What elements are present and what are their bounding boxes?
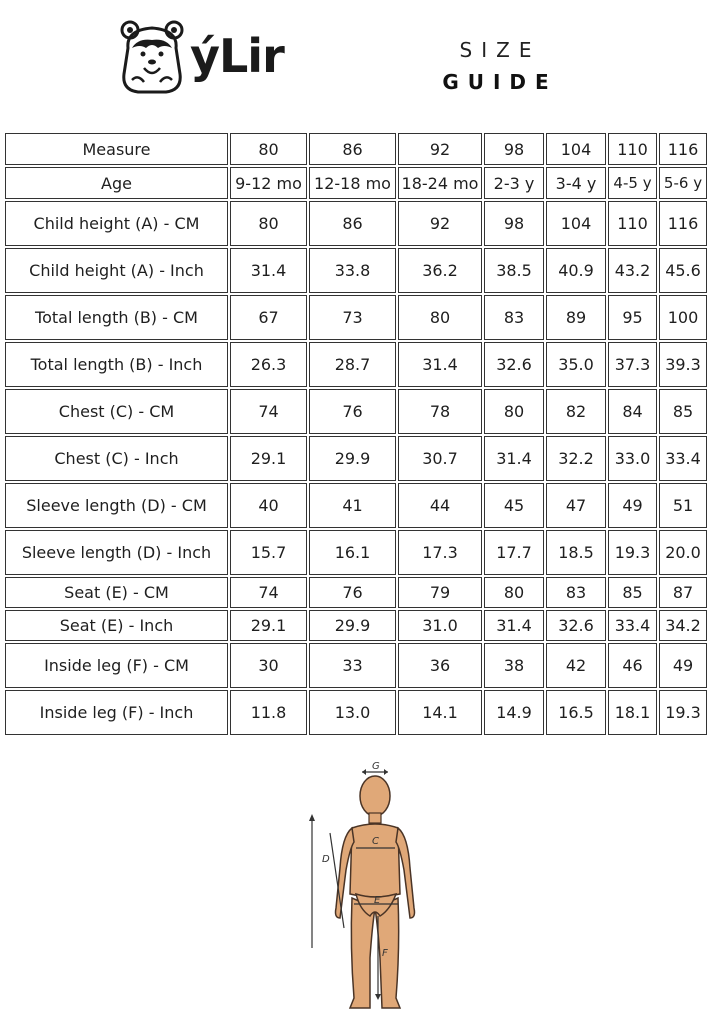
value-cell: 33.8 [309, 248, 396, 293]
value-cell: 26.3 [230, 342, 307, 387]
value-cell: 37.3 [608, 342, 657, 387]
value-cell: 76 [309, 389, 396, 434]
value-cell: 17.3 [398, 530, 482, 575]
value-cell: 45 [484, 483, 544, 528]
value-cell: 15.7 [230, 530, 307, 575]
value-cell: 40 [230, 483, 307, 528]
row-label: Total length (B) - Inch [5, 342, 228, 387]
value-cell: 29.1 [230, 610, 307, 641]
value-cell: 31.4 [398, 342, 482, 387]
value-cell: 29.1 [230, 436, 307, 481]
value-cell: 43.2 [608, 248, 657, 293]
value-cell: 110 [608, 201, 657, 246]
value-cell: 17.7 [484, 530, 544, 575]
value-cell: 51 [659, 483, 707, 528]
row-label: Sleeve length (D) - CM [5, 483, 228, 528]
row-label: Chest (C) - Inch [5, 436, 228, 481]
label-d: D [322, 854, 330, 865]
value-cell: 14.1 [398, 690, 482, 735]
value-cell: 73 [309, 295, 396, 340]
value-cell: 32.2 [546, 436, 606, 481]
value-cell: 47 [546, 483, 606, 528]
label-f: F [382, 948, 388, 959]
value-cell: 76 [309, 577, 396, 608]
value-cell: 16.1 [309, 530, 396, 575]
table-row [5, 342, 707, 387]
value-cell: 49 [608, 483, 657, 528]
value-cell: 85 [659, 389, 707, 434]
label-g: G [372, 761, 380, 772]
age-cell: 12-18 mo [309, 167, 396, 199]
value-cell: 35.0 [546, 342, 606, 387]
child-figure-illustration [300, 758, 430, 1014]
age-cell: 18-24 mo [398, 167, 482, 199]
age-cell: 3-4 y [546, 167, 606, 199]
value-cell: 82 [546, 389, 606, 434]
age-cell: 5-6 y [659, 167, 707, 199]
value-cell: 33 [309, 643, 396, 688]
row-label: Inside leg (F) - CM [5, 643, 228, 688]
value-cell: 92 [398, 201, 482, 246]
value-cell: 32.6 [484, 342, 544, 387]
age-cell: 4-5 y [608, 167, 657, 199]
value-cell: 89 [546, 295, 606, 340]
size-cell: 104 [546, 133, 606, 165]
row-label: Child height (A) - CM [5, 201, 228, 246]
table-header-row [5, 133, 707, 165]
value-cell: 84 [608, 389, 657, 434]
value-cell: 80 [398, 295, 482, 340]
size-cell: 110 [608, 133, 657, 165]
value-cell: 45.6 [659, 248, 707, 293]
value-cell: 78 [398, 389, 482, 434]
value-cell: 20.0 [659, 530, 707, 575]
value-cell: 86 [309, 201, 396, 246]
size-cell: 98 [484, 133, 544, 165]
value-cell: 83 [484, 295, 544, 340]
brand-logo [118, 18, 298, 98]
size-table [3, 131, 709, 737]
table-row [5, 436, 707, 481]
value-cell: 39.3 [659, 342, 707, 387]
value-cell: 31.4 [484, 610, 544, 641]
row-label: Total length (B) - CM [5, 295, 228, 340]
table-row [5, 295, 707, 340]
table-row [5, 643, 707, 688]
title-guide: GUIDE [442, 70, 558, 94]
value-cell: 33.4 [659, 436, 707, 481]
value-cell: 46 [608, 643, 657, 688]
value-cell: 38 [484, 643, 544, 688]
value-cell: 31.0 [398, 610, 482, 641]
title-size: SIZE [459, 38, 541, 62]
row-label: Sleeve length (D) - Inch [5, 530, 228, 575]
table-row [5, 483, 707, 528]
value-cell: 80 [484, 577, 544, 608]
bear-icon [118, 18, 190, 98]
value-cell: 36 [398, 643, 482, 688]
table-row [5, 690, 707, 735]
value-cell: 95 [608, 295, 657, 340]
value-cell: 19.3 [608, 530, 657, 575]
value-cell: 18.5 [546, 530, 606, 575]
value-cell: 31.4 [230, 248, 307, 293]
value-cell: 85 [608, 577, 657, 608]
size-cell: 116 [659, 133, 707, 165]
row-label: Seat (E) - Inch [5, 610, 228, 641]
table-age-row [5, 167, 707, 199]
value-cell: 31.4 [484, 436, 544, 481]
value-cell: 16.5 [546, 690, 606, 735]
value-cell: 29.9 [309, 610, 396, 641]
table-row [5, 201, 707, 246]
size-cell: 80 [230, 133, 307, 165]
value-cell: 42 [546, 643, 606, 688]
value-cell: 79 [398, 577, 482, 608]
table-row [5, 389, 707, 434]
value-cell: 74 [230, 577, 307, 608]
value-cell: 11.8 [230, 690, 307, 735]
row-label: Child height (A) - Inch [5, 248, 228, 293]
value-cell: 41 [309, 483, 396, 528]
value-cell: 30.7 [398, 436, 482, 481]
table-row [5, 248, 707, 293]
table-body [5, 133, 707, 735]
value-cell: 44 [398, 483, 482, 528]
size-cell: 86 [309, 133, 396, 165]
value-cell: 80 [230, 201, 307, 246]
value-cell: 100 [659, 295, 707, 340]
value-cell: 36.2 [398, 248, 482, 293]
row-label: Chest (C) - CM [5, 389, 228, 434]
value-cell: 29.9 [309, 436, 396, 481]
value-cell: 30 [230, 643, 307, 688]
table-row [5, 610, 707, 641]
value-cell: 14.9 [484, 690, 544, 735]
value-cell: 49 [659, 643, 707, 688]
value-cell: 38.5 [484, 248, 544, 293]
value-cell: 83 [546, 577, 606, 608]
value-cell: 116 [659, 201, 707, 246]
label-c: C [372, 836, 379, 847]
value-cell: 33.4 [608, 610, 657, 641]
age-cell: 9-12 mo [230, 167, 307, 199]
value-cell: 28.7 [309, 342, 396, 387]
value-cell: 34.2 [659, 610, 707, 641]
value-cell: 33.0 [608, 436, 657, 481]
table-row [5, 530, 707, 575]
row-label: Seat (E) - CM [5, 577, 228, 608]
value-cell: 18.1 [608, 690, 657, 735]
header [0, 0, 720, 120]
value-cell: 40.9 [546, 248, 606, 293]
measure-label: Measure [5, 133, 228, 165]
value-cell: 80 [484, 389, 544, 434]
age-label: Age [5, 167, 228, 199]
value-cell: 104 [546, 201, 606, 246]
brand-name: ýLir [190, 29, 284, 83]
value-cell: 13.0 [309, 690, 396, 735]
value-cell: 32.6 [546, 610, 606, 641]
size-cell: 92 [398, 133, 482, 165]
label-e: E [374, 895, 381, 906]
value-cell: 87 [659, 577, 707, 608]
value-cell: 19.3 [659, 690, 707, 735]
value-cell: 67 [230, 295, 307, 340]
child-measurement-diagram [300, 758, 430, 1014]
value-cell: 98 [484, 201, 544, 246]
row-label: Inside leg (F) - Inch [5, 690, 228, 735]
table-row [5, 577, 707, 608]
value-cell: 74 [230, 389, 307, 434]
age-cell: 2-3 y [484, 167, 544, 199]
